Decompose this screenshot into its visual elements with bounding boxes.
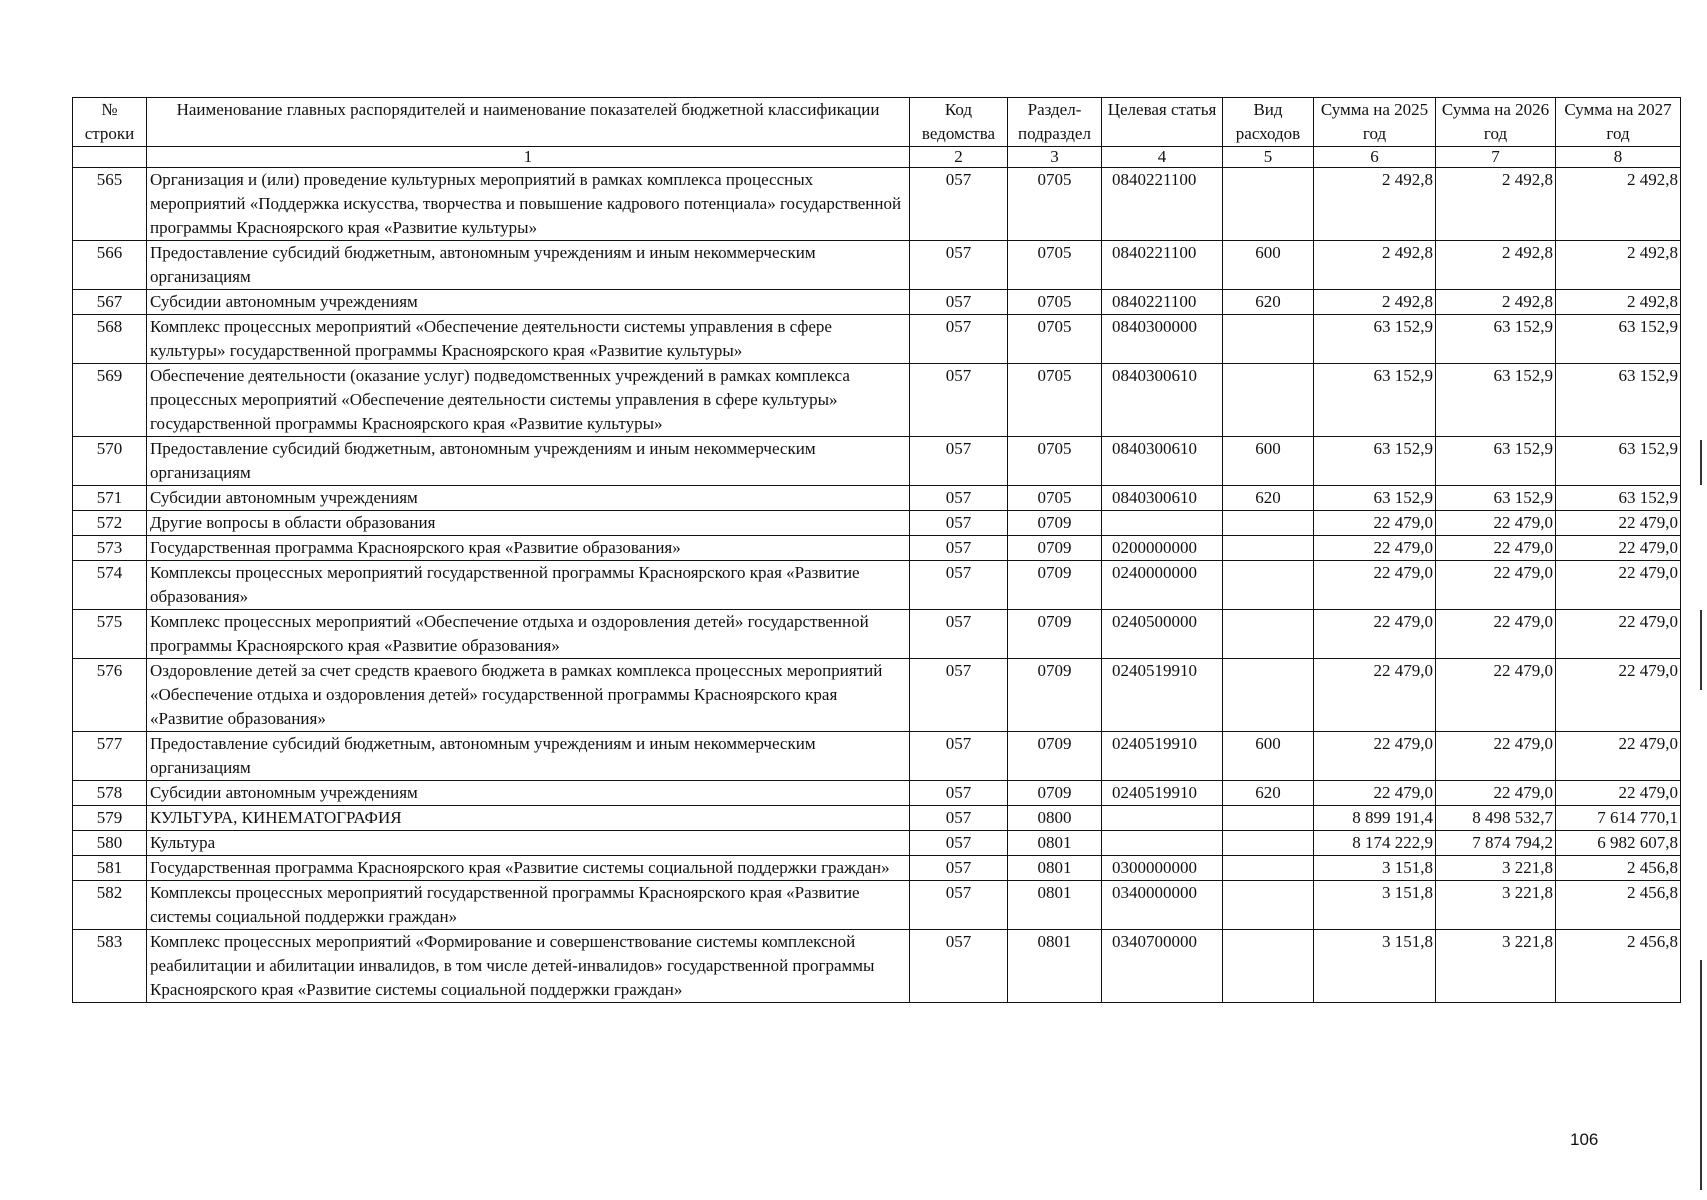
row-target: 0340000000	[1102, 881, 1223, 930]
row-dept-code: 057	[910, 610, 1008, 659]
row-number: 579	[73, 806, 147, 831]
row-expense-type	[1223, 610, 1314, 659]
row-sum-2027: 2 456,8	[1556, 856, 1681, 881]
row-sum-2026: 2 492,8	[1436, 168, 1556, 241]
row-expense-type: 600	[1223, 241, 1314, 290]
row-expense-type: 600	[1223, 437, 1314, 486]
column-index-row	[73, 147, 1681, 168]
row-section: 0705	[1008, 437, 1102, 486]
row-sum-2025: 22 479,0	[1314, 659, 1436, 732]
row-sum-2027: 63 152,9	[1556, 437, 1681, 486]
column-index: 8	[1556, 147, 1681, 168]
row-section: 0801	[1008, 881, 1102, 930]
row-name: Субсидии автономным учреждениям	[147, 290, 910, 315]
table-row	[73, 856, 1681, 881]
row-dept-code: 057	[910, 290, 1008, 315]
row-number: 582	[73, 881, 147, 930]
row-target: 0240000000	[1102, 561, 1223, 610]
row-sum-2026: 63 152,9	[1436, 437, 1556, 486]
row-sum-2027: 2 492,8	[1556, 290, 1681, 315]
table-row	[73, 241, 1681, 290]
row-dept-code: 057	[910, 315, 1008, 364]
row-name: Организация и (или) проведение культурных мероприятий в рамках комплекса процессных мероприятий «Поддержка искусства, творчества и повышение кадрового потенциала» государственной программы Красноярского края «Развитие культуры»	[147, 168, 910, 241]
row-expense-type: 620	[1223, 486, 1314, 511]
row-section: 0705	[1008, 364, 1102, 437]
row-dept-code: 057	[910, 659, 1008, 732]
row-name: Комплексы процессных мероприятий государственной программы Красноярского края «Развитие образования»	[147, 561, 910, 610]
row-expense-type: 620	[1223, 290, 1314, 315]
row-target: 0340700000	[1102, 930, 1223, 1003]
row-sum-2025: 3 151,8	[1314, 881, 1436, 930]
row-expense-type	[1223, 168, 1314, 241]
table-row	[73, 732, 1681, 781]
row-sum-2025: 22 479,0	[1314, 610, 1436, 659]
header-row	[73, 98, 1681, 147]
row-name: Оздоровление детей за счет средств краевого бюджета в рамках комплекса процессных мероприятий «Обеспечение отдыха и оздоровления детей» государственной программы Красноярского края «Развитие образования»	[147, 659, 910, 732]
row-sum-2025: 63 152,9	[1314, 315, 1436, 364]
row-section: 0709	[1008, 561, 1102, 610]
row-number: 581	[73, 856, 147, 881]
row-sum-2026: 63 152,9	[1436, 364, 1556, 437]
row-number: 570	[73, 437, 147, 486]
row-section: 0709	[1008, 732, 1102, 781]
row-section: 0709	[1008, 511, 1102, 536]
row-dept-code: 057	[910, 856, 1008, 881]
row-expense-type	[1223, 806, 1314, 831]
row-sum-2027: 7 614 770,1	[1556, 806, 1681, 831]
row-expense-type	[1223, 659, 1314, 732]
row-sum-2025: 22 479,0	[1314, 732, 1436, 781]
row-section: 0801	[1008, 930, 1102, 1003]
table-row	[73, 290, 1681, 315]
row-target: 0840300000	[1102, 315, 1223, 364]
column-index: 7	[1436, 147, 1556, 168]
row-name: Комплекс процессных мероприятий «Формирование и совершенствование системы комплексной реабилитации и абилитации инвалидов, в том числе детей-инвалидов» государственной программы Красноярского края «Развитие системы социальной поддержки граждан»	[147, 930, 910, 1003]
row-sum-2025: 8 899 191,4	[1314, 806, 1436, 831]
row-sum-2027: 2 456,8	[1556, 930, 1681, 1003]
row-target: 0200000000	[1102, 536, 1223, 561]
row-dept-code: 057	[910, 241, 1008, 290]
row-dept-code: 057	[910, 561, 1008, 610]
row-sum-2027: 63 152,9	[1556, 364, 1681, 437]
row-sum-2025: 22 479,0	[1314, 511, 1436, 536]
row-sum-2026: 3 221,8	[1436, 856, 1556, 881]
table-row	[73, 930, 1681, 1003]
row-sum-2026: 63 152,9	[1436, 486, 1556, 511]
row-dept-code: 057	[910, 364, 1008, 437]
row-sum-2026: 8 498 532,7	[1436, 806, 1556, 831]
row-name: Субсидии автономным учреждениям	[147, 781, 910, 806]
column-index: 3	[1008, 147, 1102, 168]
table-row	[73, 536, 1681, 561]
row-name: КУЛЬТУРА, КИНЕМАТОГРАФИЯ	[147, 806, 910, 831]
row-sum-2026: 22 479,0	[1436, 511, 1556, 536]
row-dept-code: 057	[910, 930, 1008, 1003]
row-sum-2025: 8 174 222,9	[1314, 831, 1436, 856]
row-sum-2025: 22 479,0	[1314, 536, 1436, 561]
row-sum-2026: 2 492,8	[1436, 241, 1556, 290]
row-number: 567	[73, 290, 147, 315]
row-target: 0840300610	[1102, 486, 1223, 511]
header-sum-2025: Сумма на 2025 год	[1314, 98, 1436, 147]
row-section: 0705	[1008, 486, 1102, 511]
header-expense-type: Вид расходов	[1223, 98, 1314, 147]
row-dept-code: 057	[910, 806, 1008, 831]
table-body	[73, 168, 1681, 1003]
row-dept-code: 057	[910, 536, 1008, 561]
row-dept-code: 057	[910, 732, 1008, 781]
table-row	[73, 610, 1681, 659]
table-row	[73, 315, 1681, 364]
row-sum-2026: 3 221,8	[1436, 930, 1556, 1003]
column-index: 2	[910, 147, 1008, 168]
row-name: Предоставление субсидий бюджетным, автономным учреждениям и иным некоммерческим организациям	[147, 732, 910, 781]
row-target: 0840221100	[1102, 290, 1223, 315]
row-sum-2025: 22 479,0	[1314, 781, 1436, 806]
row-number: 565	[73, 168, 147, 241]
row-section: 0705	[1008, 168, 1102, 241]
row-number: 580	[73, 831, 147, 856]
row-name: Предоставление субсидий бюджетным, автономным учреждениям и иным некоммерческим организациям	[147, 437, 910, 486]
row-target: 0240500000	[1102, 610, 1223, 659]
row-sum-2027: 22 479,0	[1556, 732, 1681, 781]
row-sum-2027: 22 479,0	[1556, 781, 1681, 806]
row-target: 0240519910	[1102, 732, 1223, 781]
row-target: 0840221100	[1102, 241, 1223, 290]
table-row	[73, 881, 1681, 930]
row-sum-2026: 22 479,0	[1436, 561, 1556, 610]
row-sum-2025: 2 492,8	[1314, 168, 1436, 241]
row-sum-2025: 63 152,9	[1314, 437, 1436, 486]
table-row	[73, 781, 1681, 806]
table-row	[73, 437, 1681, 486]
header-row-number: № строки	[73, 98, 147, 147]
row-target: 0840300610	[1102, 364, 1223, 437]
row-section: 0709	[1008, 610, 1102, 659]
row-expense-type: 620	[1223, 781, 1314, 806]
column-index	[73, 147, 147, 168]
row-expense-type	[1223, 561, 1314, 610]
row-expense-type	[1223, 930, 1314, 1003]
header-dept-code: Код ведомства	[910, 98, 1008, 147]
scan-mark	[1700, 440, 1702, 485]
row-name: Государственная программа Красноярского края «Развитие образования»	[147, 536, 910, 561]
header-section: Раздел-подраздел	[1008, 98, 1102, 147]
row-number: 568	[73, 315, 147, 364]
table-row	[73, 511, 1681, 536]
header-sum-2026: Сумма на 2026 год	[1436, 98, 1556, 147]
row-sum-2026: 22 479,0	[1436, 536, 1556, 561]
row-section: 0801	[1008, 831, 1102, 856]
scan-mark	[1700, 960, 1702, 1190]
table-row	[73, 561, 1681, 610]
row-number: 572	[73, 511, 147, 536]
header-name: Наименование главных распорядителей и наименование показателей бюджетной классификации	[147, 98, 910, 147]
row-sum-2026: 63 152,9	[1436, 315, 1556, 364]
row-expense-type	[1223, 881, 1314, 930]
row-number: 577	[73, 732, 147, 781]
row-name: Обеспечение деятельности (оказание услуг) подведомственных учреждений в рамках комплекса процессных мероприятий «Обеспечение деятельности системы управления в сфере культуры» государственной программы Красноярского края «Развитие культуры»	[147, 364, 910, 437]
row-number: 583	[73, 930, 147, 1003]
row-expense-type	[1223, 856, 1314, 881]
row-sum-2025: 2 492,8	[1314, 241, 1436, 290]
row-sum-2027: 2 456,8	[1556, 881, 1681, 930]
row-sum-2027: 2 492,8	[1556, 168, 1681, 241]
row-sum-2027: 22 479,0	[1556, 511, 1681, 536]
row-target	[1102, 806, 1223, 831]
row-sum-2025: 63 152,9	[1314, 364, 1436, 437]
row-number: 574	[73, 561, 147, 610]
row-name: Другие вопросы в области образования	[147, 511, 910, 536]
row-sum-2027: 63 152,9	[1556, 315, 1681, 364]
row-sum-2027: 2 492,8	[1556, 241, 1681, 290]
row-dept-code: 057	[910, 831, 1008, 856]
row-dept-code: 057	[910, 781, 1008, 806]
row-expense-type	[1223, 536, 1314, 561]
row-name: Комплексы процессных мероприятий государственной программы Красноярского края «Развитие системы социальной поддержки граждан»	[147, 881, 910, 930]
row-expense-type	[1223, 831, 1314, 856]
row-target: 0840300610	[1102, 437, 1223, 486]
row-name: Культура	[147, 831, 910, 856]
budget-table	[72, 97, 1681, 1003]
row-sum-2026: 22 479,0	[1436, 781, 1556, 806]
table-row	[73, 486, 1681, 511]
table-row	[73, 168, 1681, 241]
row-name: Государственная программа Красноярского края «Развитие системы социальной поддержки граждан»	[147, 856, 910, 881]
row-target	[1102, 831, 1223, 856]
row-sum-2025: 3 151,8	[1314, 930, 1436, 1003]
row-section: 0709	[1008, 536, 1102, 561]
row-sum-2025: 2 492,8	[1314, 290, 1436, 315]
row-name: Субсидии автономным учреждениям	[147, 486, 910, 511]
column-index: 6	[1314, 147, 1436, 168]
row-number: 576	[73, 659, 147, 732]
row-dept-code: 057	[910, 437, 1008, 486]
row-sum-2027: 22 479,0	[1556, 561, 1681, 610]
row-section: 0709	[1008, 659, 1102, 732]
row-sum-2026: 7 874 794,2	[1436, 831, 1556, 856]
row-expense-type	[1223, 511, 1314, 536]
row-section: 0705	[1008, 290, 1102, 315]
column-index: 1	[147, 147, 910, 168]
row-expense-type: 600	[1223, 732, 1314, 781]
row-target: 0840221100	[1102, 168, 1223, 241]
row-sum-2025: 22 479,0	[1314, 561, 1436, 610]
row-name: Комплекс процессных мероприятий «Обеспечение отдыха и оздоровления детей» государственной программы Красноярского края «Развитие образования»	[147, 610, 910, 659]
row-target: 0240519910	[1102, 781, 1223, 806]
row-sum-2026: 3 221,8	[1436, 881, 1556, 930]
header-sum-2027: Сумма на 2027 год	[1556, 98, 1681, 147]
row-sum-2026: 22 479,0	[1436, 659, 1556, 732]
row-sum-2027: 6 982 607,8	[1556, 831, 1681, 856]
page-number: 106	[1570, 1130, 1599, 1149]
row-sum-2027: 63 152,9	[1556, 486, 1681, 511]
row-target	[1102, 511, 1223, 536]
table-row	[73, 364, 1681, 437]
row-sum-2027: 22 479,0	[1556, 610, 1681, 659]
row-number: 571	[73, 486, 147, 511]
row-sum-2027: 22 479,0	[1556, 536, 1681, 561]
row-sum-2026: 22 479,0	[1436, 610, 1556, 659]
row-number: 578	[73, 781, 147, 806]
row-target: 0240519910	[1102, 659, 1223, 732]
column-index: 5	[1223, 147, 1314, 168]
header-target: Целевая статья	[1102, 98, 1223, 147]
row-number: 566	[73, 241, 147, 290]
row-sum-2025: 63 152,9	[1314, 486, 1436, 511]
row-section: 0709	[1008, 781, 1102, 806]
row-sum-2025: 3 151,8	[1314, 856, 1436, 881]
row-section: 0705	[1008, 315, 1102, 364]
column-index: 4	[1102, 147, 1223, 168]
row-dept-code: 057	[910, 511, 1008, 536]
row-target: 0300000000	[1102, 856, 1223, 881]
row-name: Предоставление субсидий бюджетным, автономным учреждениям и иным некоммерческим организациям	[147, 241, 910, 290]
row-expense-type	[1223, 364, 1314, 437]
row-section: 0705	[1008, 241, 1102, 290]
row-sum-2026: 2 492,8	[1436, 290, 1556, 315]
table-row	[73, 659, 1681, 732]
row-dept-code: 057	[910, 168, 1008, 241]
scan-mark	[1700, 610, 1702, 690]
row-number: 569	[73, 364, 147, 437]
table-row	[73, 831, 1681, 856]
row-section: 0800	[1008, 806, 1102, 831]
row-dept-code: 057	[910, 881, 1008, 930]
row-expense-type	[1223, 315, 1314, 364]
row-dept-code: 057	[910, 486, 1008, 511]
row-number: 573	[73, 536, 147, 561]
row-section: 0801	[1008, 856, 1102, 881]
row-sum-2027: 22 479,0	[1556, 659, 1681, 732]
row-sum-2026: 22 479,0	[1436, 732, 1556, 781]
row-number: 575	[73, 610, 147, 659]
row-name: Комплекс процессных мероприятий «Обеспечение деятельности системы управления в сфере культуры» государственной программы Красноярского края «Развитие культуры»	[147, 315, 910, 364]
table-row	[73, 806, 1681, 831]
